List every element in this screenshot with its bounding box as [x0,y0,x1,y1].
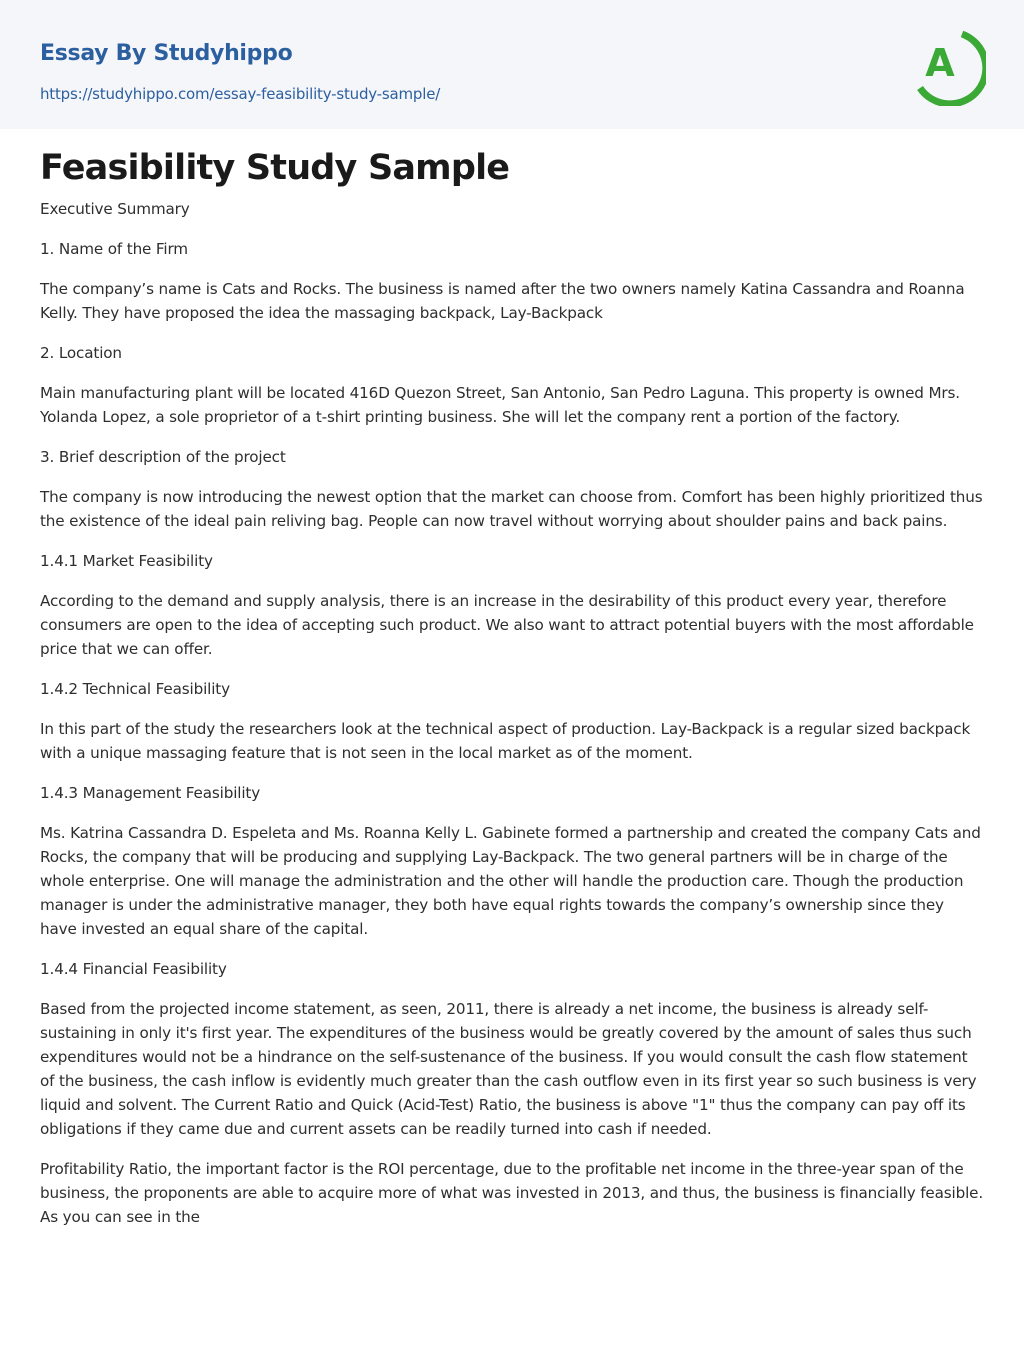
article-paragraph: Main manufacturing plant will be located 416D Quezon Street, San Antonio, San Pedro Laguna. This property is owned Mrs. Yolanda Lopez, a sole proprietor of a t-shirt printing business. She will let the company rent a portion of the factory. [40,384,960,426]
article-paragraph: 1. Name of the Firm [40,240,188,258]
article-paragraph: The company’s name is Cats and Rocks. The business is named after the two owners namely Katina Cassandra and Roanna Kelly. They have proposed the idea the massaging backpack, Lay-Backpack [40,280,965,322]
article-body [40,197,984,1245]
article-paragraph: The company is now introducing the newest option that the market can choose from. Comfort has been highly prioritized thus the existence of the ideal pain reliving bag. People can now travel without worrying about shoulder pains and back pains. [40,488,983,530]
article-paragraph: 1.4.1 Market Feasibility [40,552,213,570]
article-paragraph: Based from the projected income statement, as seen, 2011, there is already a net income, the business is already self-sustaining in only it's first year. The expenditures of the business would be greatly covered by the amount of sales thus such expenditures would not be a hindrance on the self-sustenance of the business. If you would consult the cash flow statement of the business, the cash inflow is evidently much greater than the cash outflow even in its first year so such business is very liquid and solvent. The Current Ratio and Quick (Acid-Test) Ratio, the business is above "1" thus the company can pay off its obligations if they came due and current assets can be readily turned into cash if needed. [40,1000,977,1138]
logo-letter: A [925,41,955,85]
article-paragraph: Profitability Ratio, the important factor is the ROI percentage, due to the profitable net income in the three-year span of the business, the proponents are able to acquire more of what was invested in 2013, and thus, the business is financially feasible. As you can see in the [40,1160,984,1226]
article-paragraph: 3. Brief description of the project [40,448,286,466]
article-paragraph: In this part of the study the researchers look at the technical aspect of production. Lay-Backpack is a regular sized backpack with a unique massaging feature that is not seen in the local market as of the moment. [40,720,971,762]
studyhippo-logo-icon[interactable] [912,18,986,106]
article-paragraph: Ms. Katrina Cassandra D. Espeleta and Ms. Roanna Kelly L. Gabinete formed a partnership and created the company Cats and Rocks, the company that will be producing and supplying Lay-Backpack. The two general partners will be in charge of the whole enterprise. One will manage the administration and the other will handle the production care. Though the production manager is under the administrative manager, they both have equal rights towards the company’s ownership since they have invested an equal share of the capital. [40,824,981,938]
article-paragraph: 1.4.2 Technical Feasibility [40,680,230,698]
site-brand[interactable]: Essay By Studyhippo [40,41,293,66]
article-paragraph: 2. Location [40,344,122,362]
article-paragraph: 1.4.4 Financial Feasibility [40,960,227,978]
page-title: Feasibility Study Sample [40,148,510,188]
article-paragraph: According to the demand and supply analysis, there is an increase in the desirability of this product every year, therefore consumers are open to the idea of accepting such product. We also want to attract potential buyers with the most affordable price that we can offer. [40,592,974,658]
article-paragraph: 1.4.3 Management Feasibility [40,784,261,802]
article-paragraph: Executive Summary [40,200,190,218]
essay-url-link[interactable]: https://studyhippo.com/essay-feasibility-study-sample/ [40,85,441,103]
